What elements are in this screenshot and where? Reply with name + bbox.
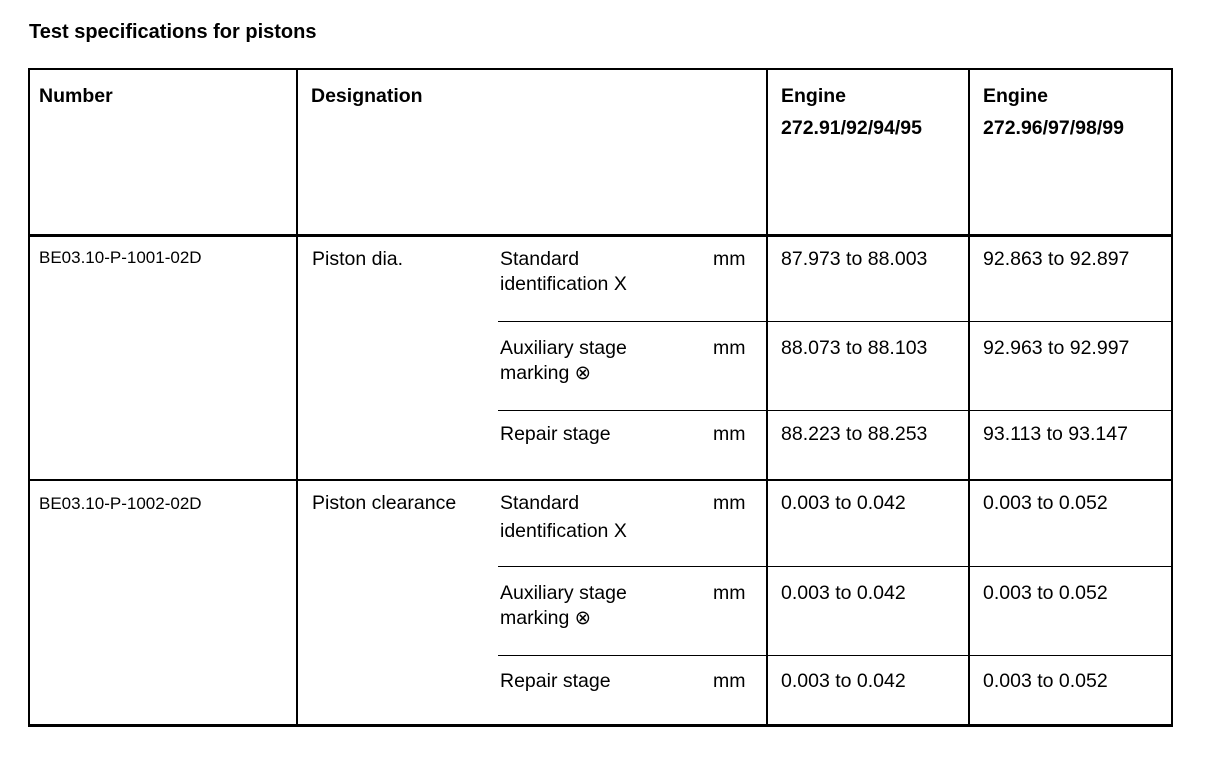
stage-label-sub: identification X (500, 520, 627, 542)
engine2-value: 92.963 to 92.997 (983, 337, 1130, 359)
engine2-value: 0.003 to 0.052 (983, 582, 1108, 604)
engine2-value: 0.003 to 0.052 (983, 670, 1108, 692)
engine1-value: 88.223 to 88.253 (781, 423, 928, 445)
engine2-value: 93.113 to 93.147 (983, 423, 1128, 445)
col-divider-designation (766, 68, 768, 727)
row-divider (498, 410, 1173, 411)
header-engine2-label: Engine (983, 85, 1049, 107)
row-divider (498, 566, 1173, 567)
engine2-value: 0.003 to 0.052 (983, 492, 1108, 514)
header-engine1-label: Engine (781, 85, 847, 107)
stage-label-sub: marking ⊗ (500, 362, 592, 384)
table-frame (28, 68, 1173, 727)
unit: mm (713, 670, 746, 692)
col-divider-number (296, 68, 298, 727)
stage-label: Repair stage (500, 670, 611, 692)
group-designation: Piston clearance (312, 492, 457, 514)
engine1-value: 0.003 to 0.042 (781, 582, 906, 604)
group-divider (28, 479, 1173, 481)
stage-label-sub: identification X (500, 273, 627, 295)
unit: mm (713, 582, 746, 604)
unit: mm (713, 423, 746, 445)
stage-label: Auxiliary stage (500, 337, 627, 359)
unit: mm (713, 248, 746, 270)
header-designation: Designation (311, 85, 423, 107)
engine1-value: 87.973 to 88.003 (781, 248, 928, 270)
header-number: Number (39, 85, 113, 107)
engine2-value: 92.863 to 92.897 (983, 248, 1130, 270)
unit: mm (713, 492, 746, 514)
header-divider (28, 234, 1173, 237)
stage-label-sub: marking ⊗ (500, 607, 592, 629)
stage-label: Standard (500, 248, 580, 270)
group-designation: Piston dia. (312, 248, 404, 270)
group-number: BE03.10-P-1001-02D (39, 248, 202, 267)
stage-label: Auxiliary stage (500, 582, 627, 604)
group-number: BE03.10-P-1002-02D (39, 494, 202, 513)
header-engine1-models: 272.91/92/94/95 (781, 117, 922, 139)
stage-label: Standard (500, 492, 580, 514)
engine1-value: 0.003 to 0.042 (781, 670, 906, 692)
unit: mm (713, 337, 746, 359)
engine1-value: 0.003 to 0.042 (781, 492, 906, 514)
stage-label: Repair stage (500, 423, 611, 445)
document-title: Test specifications for pistons (29, 21, 317, 43)
row-divider (498, 655, 1173, 656)
col-divider-engine (968, 68, 970, 727)
header-engine2-models: 272.96/97/98/99 (983, 117, 1124, 139)
row-divider (498, 321, 1173, 322)
engine1-value: 88.073 to 88.103 (781, 337, 928, 359)
